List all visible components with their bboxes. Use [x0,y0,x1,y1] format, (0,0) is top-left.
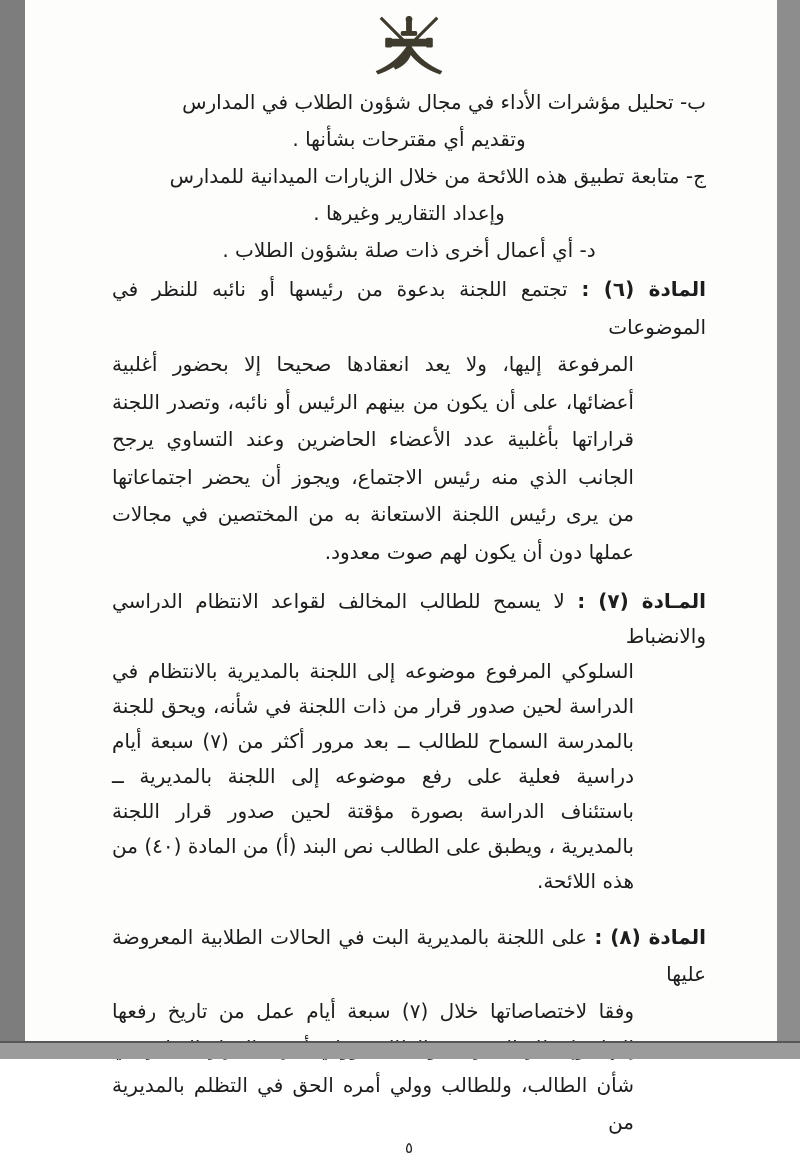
article-line: هذه اللائحة. [536,869,634,893]
article-label: المادة (٨) : [594,925,706,949]
article-label: المـادة (٧) : [577,589,706,613]
intro-list [112,84,706,269]
intro-line: ج- متابعة تطبيق هذه اللائحة من خلال الزيارات الميدانية للمدارس [169,164,706,188]
article-line: المادة (٨) : على اللجنة بالمديرية البت في الحالات الطلابية المعروضة عليها [112,925,706,986]
article-line: من يرى رئيس اللجنة الاستعانة به من المختصين في مجالات [112,502,634,526]
intro-line: وإعداد التقارير وغيرها . [313,201,505,225]
scan-margin-left [0,0,25,1059]
article-line: أعضائها، على أن يكون من بينهم الرئيس أو نائبه، وتصدر اللجنة [112,389,634,414]
article-line: قراراتها بأغلبية عدد الأعضاء الحاضرين وعند التساوي يرجح [112,427,634,451]
article-line: بالمديرية ، ويطبق على الطالب نص البند (أ) من المادة (٤٠) من [112,834,634,858]
article [112,919,706,1141]
scan-margin-bottom [0,1041,800,1059]
document-page [25,0,777,1157]
article-label: المادة (٦) : [581,277,706,301]
article-line: الدراسة لحين صدور قرار من ذات اللجنة في شأنه، ويحق للجنة [112,694,634,718]
intro-line: ب- تحليل مؤشرات الأداء في مجال شؤون الطلاب في المدارس [182,90,706,114]
article [112,584,706,899]
scan-margin-right [777,0,800,1059]
national-emblem-of-oman-icon [359,13,459,81]
article-line: دراسية فعلية على رفع موضوعه إلى اللجنة بالمديرية ــ [112,764,634,788]
article-line: باستئناف الدراسة بصورة مؤقتة لحين صدور قرار اللجنة [112,799,634,823]
intro-item [112,158,706,232]
articles [112,271,706,1141]
article-line: الجانب الذي منه رئيس الاجتماع، ويجوز أن يحضر اجتماعاتها [112,464,634,489]
article-line: شأن الطالب، وللطالب وولي أمره الحق في التظلم بالمديرية من [112,1073,634,1134]
article-line: عملها دون أن يكون لهم صوت معدود. [324,539,634,564]
article-line: وفقا لاختصاصاتها خلال (٧) سبعة أيام عمل من تاريخ رفعها [112,999,634,1023]
article-line: المـادة (٧) : لا يسمح للطالب المخالف لقواعد الانتظام الدراسي والانضباط [112,589,706,648]
intro-item [112,232,706,269]
page-number: ٥ [404,1139,414,1157]
article-line: المرفوعة إليها، ولا يعد انعقادها صحيحا إلا بحضور أغلبية [112,352,634,376]
article-line: المادة (٦) : تجتمع اللجنة بدعوة من رئيسها أو نائبه للنظر في الموضوعات [112,277,706,339]
intro-item [112,84,706,158]
article-line: بالمدرسة السماح للطالب ــ بعد مرور أكثر من (٧) سبعة أيام [112,729,634,753]
intro-line: وتقديم أي مقترحات بشأنها . [292,127,526,151]
intro-line: د- أي أعمال أخرى ذات صلة بشؤون الطلاب . [222,238,596,262]
article-line: السلوكي المرفوع موضوعه إلى اللجنة بالمديرية بالانتظام في [112,659,634,683]
article [112,271,706,571]
